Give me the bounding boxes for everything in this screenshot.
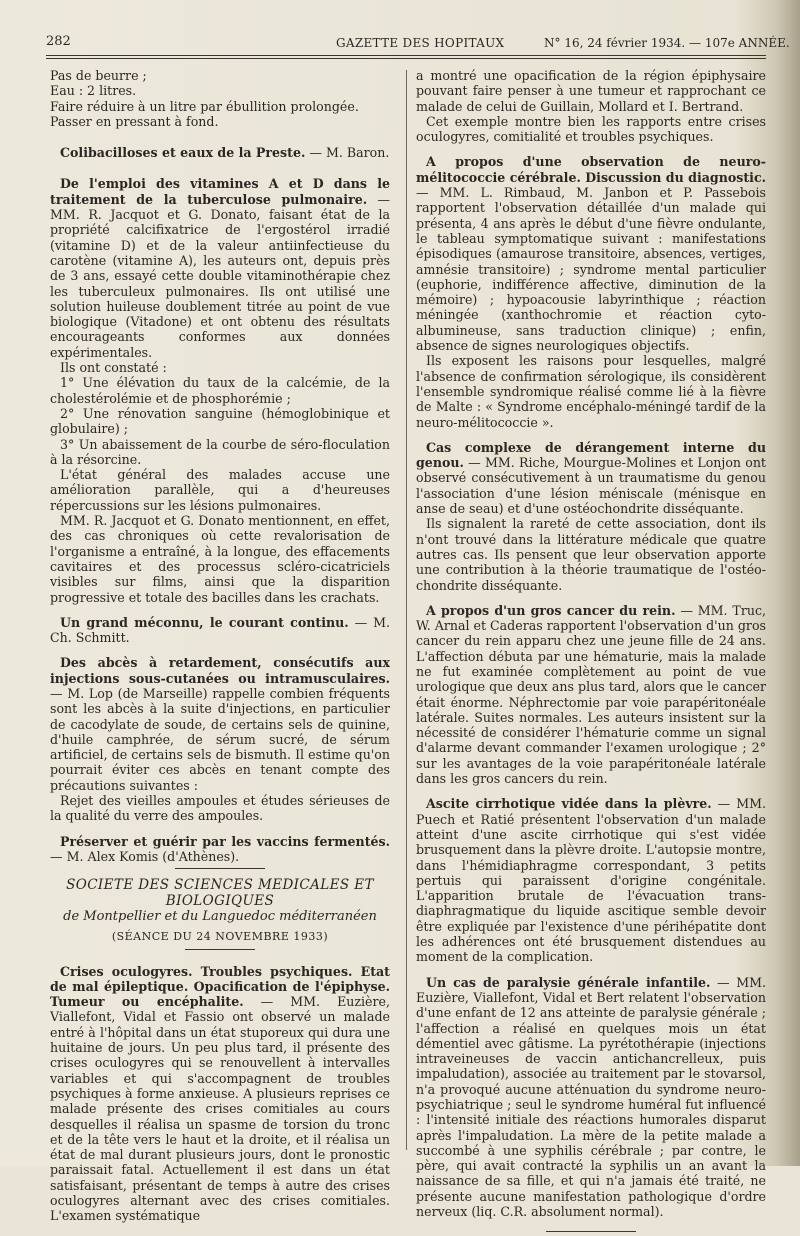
article-title: De l'emploi des vitamines A et D dans le traitement de la tuberculose pulmonaire. [50,176,390,207]
paragraph: 3° Un abaissement de la courbe de séro-floculation à la résorcine. [50,436,390,467]
article-title: Des abcès à retardement, consécutifs aux injections sous-cutanées ou intramusculaires. [50,655,390,686]
article-grand-meconnu [50,615,390,646]
paragraph: Ils signalent la rareté de cette association, dont ils n'ont trouvé dans la littérature médicale que quatre autres cas. Ils pensent que leur observation apporte une contribution à la théorie traumatique de l'ostéo-chondrite disséquante. [416,516,766,593]
paragraph: Cet exemple montre bien les rapports entre crises oculogyres, comitialité et troubles psychiques. [416,113,766,145]
recipe-line: Faire réduire à un litre par ébullition prolongée. [50,98,359,114]
paragraph: 1° Une élévation du taux de la calcémie, de la cholestérolémie et de phosphorémie ; [50,375,390,406]
recipe-line: Eau : 2 litres. [50,83,137,99]
article-title: Préserver et guérir par les vaccins fermentés. [60,833,390,849]
section-rule [185,949,255,950]
article-title: Cas complexe de dérangement interne du genou. [416,439,766,471]
article-ascite [416,796,766,964]
paragraph: Rejet des vieilles ampoules et études sérieuses de la qualité du verre des ampoules. [50,793,390,824]
article-colibacilloses [50,145,390,160]
article-vitamines [50,176,390,360]
header-rule [46,55,766,56]
paragraph: 2° Une rénovation sanguine (hémoglobinique et globulaire) ; [50,405,390,437]
article-body: — MM. L. Rimbaud, M. Janbon et P. Passebois rapportent l'observation détaillée d'un malade qui présenta, 4 ans après le début d'une fièvre ondulante, le tableau symptomatique suivant : manifestations épisodiques (amaurose transitoire, absences, vertiges, amnésie transitoire) ; syndrome mental particulier (euphorie, indifférence affective, diminution de la mémoire) ; hypoacousie labyrinthique ; réaction méningée (xanthochromie et réaction cyto-albumineuse, sans traduction clinique) ; enfin, absence de signes neurologiques objectifs. [416,185,766,354]
article-title: A propos d'une observation de neuro-mélitococcie cérébrale. Discussion du diagnostic. [416,154,766,185]
recipe-line: Passer en pressant à fond. [50,113,219,129]
section-rule [546,1231,636,1232]
society-subheading: de Montpellier et du Languedoc méditerranéen [63,909,377,925]
paragraph: L'état général des malades accuse une amélioration parallèle, qui a d'heureuses répercussions sur les lésions pulmonaires. [50,467,390,513]
article-body: — MM. Truc, W. Arnal et Caderas rapportent l'observation d'un gros cancer du rein apparu chez une jeune fille de 24 ans. L'affection débuta par une hématurie, mais la malade ne fut examinée complètement au point de vue urologique que deux ans plus tard, alors que le cancer était énorme. Néphrectomie par voie parapéritonéale latérale. Suites normales. Les auteurs insistent sur la nécessité de considérer l'hématurie comme un signal d'alarme devant commander l'examen urologique ; 2° sur les avantages de la voie parapéritonéale latérale dans les gros cancers du rein. [416,602,767,787]
article-title: Colibacilloses et eaux de la Preste. [60,145,306,161]
right-column [416,68,766,1236]
article-body: — M. Lop (de Marseille) rappelle combien fréquents sont les abcès à la suite d'injections, en particulier de cacodylate de soude, de certains sels de quinine, d'huile camphrée, de sérum sucré, de sérum artificiel, de certains sels de bismuth. Il estime qu'on pourrait éviter ces abcès en tenant compte des précautions suivantes : [50,685,390,793]
section-rule [175,868,265,869]
session-date: (SÉANCE DU 24 NOVEMBRE 1933) [111,930,329,944]
journal-title: GAZETTE DES HOPITAUX [336,36,505,50]
paragraph: a montré une opacification de la région épiphysaire pouvant faire penser à une tumeur et rapprochant ce malade de celui de Guillain, Mollard et I. Bertrand. [416,68,766,114]
article-authors: — M. Ch. Schmitt. [50,614,391,646]
paragraph: MM. R. Jacquot et G. Donato mentionnent, en effet, des cas chroniques où cette revalorisation de l'organisme a entraîné, à la longue, des effacements cavitaires et des processus scléro-cicatriciels visibles sur films, ainsi que la disparition progressive et totale des bacilles dans les crachats. [50,513,390,605]
paragraph: Ils exposent les raisons pour lesquelles, malgré l'absence de confirmation sérologique, ils considèrent l'ensemble syndromique réalisé comme lié à la fièvre de Malte : « Syndrome encéphalo-méningé tardif de la neuro-mélitococcie ». [416,353,766,430]
article-authors: — M. Baron. [305,145,390,161]
article-authors: — M. Alex Komis (d'Athènes). [50,848,240,864]
article-body: — MM. Puech et Ratié présentent l'observation d'un malade atteint d'une ascite cirrhotique qui s'est vidée brusquement dans la plèvre droite. L'autopsie montre, dans l'hémidiaphragme correspondant, 3 petits pertuis qui paraissent d'origine congénitale. L'apparition brutale de l'évacuation trans-diaphragmatique du liquide ascitique semble devoir être expliquée par l'existence d'une périhépatite dont les adhérences ont été brusquement distendues au moment de la complication. [416,796,766,965]
header-rule-double [46,58,766,59]
article-body: — MM. Euzière, Viallefont, Vidal et Fassio ont observé un malade entré à l'hôpital dans un état stuporeux qui dura une huitaine de jours. Un peu plus tard, il présente des crises oculogyres qui se renouvellent à intervalles variables et qui s'accompagnent de troubles psychiques à forme anxieuse. A plusieurs reprises ce malade présente des crises comitiales au cours desquelles il réalisa un spasme de torsion du tronc et de la tête vers le haut et la droite, et il réalisa un état de mal durant plusieurs jours, dont le pronostic paraissait fatal. Actuellement il est dans un état satisfaisant, présentant de temps à autre des crises oculogyres alternant avec des crises comitiales. L'examen systématique [50,994,390,1224]
article-title: Ascite cirrhotique vidée dans la plèvre. [426,796,712,812]
article-rein [416,603,766,787]
article-title: Un grand méconnu, le courant continu. [60,614,349,630]
article-abces [50,655,390,793]
article-title: Un cas de paralysie générale infantile. [426,974,711,990]
article-paralysie [416,975,766,1220]
article-body: — MM. Euzière, Viallefont, Vidal et Bert relatent l'observation d'une enfant de 12 ans atteinte de paralysie générale ; l'affection a réalisé en quelques mois un état démentiel avec gâtisme. La pyrétothérapie (injections intraveineuses de vaccin antichancrelleux, puis impaludation), associée au traitement par le stovarsol, n'a provoqué aucune atténuation du syndrome neuro-psychiatrique ; seul le syndrome huméral fut influencé : l'intensité initiale des réactions humorales disparut après l'impaludation. La mère de la petite malade a succombé à une syphilis cérébrale ; par contre, le père, qui avait contracté la syphilis un an avant la naissance de sa fille, et qui n'a jamais été traité, ne présente aucune manifestation pathologique d'ordre nerveux (liq. C.R. absolument normal). [416,974,766,1220]
column-divider [406,70,407,1150]
article-vaccins [50,834,390,865]
recipe-line: Pas de beurre ; [50,68,147,83]
article-neuro-melitococcie [416,154,766,353]
article-body: — MM. R. Jacquot et G. Donato, faisant état de la propriété calcifixatrice de l'ergostérol irradié (vitamine D) et de la valeur antiinfectieuse du carotène (vitamine A), les auteurs ont, depuis près de 3 ans, essayé cette double vitaminothérapie chez les tuberculeux pulmonaires. Ils ont utilisé une solution huileuse doublement titrée au point de vue biologique (Vitadone) et ont obtenu des résultats encourageants conformes aux données expérimentales. [50,191,390,360]
article-title: A propos d'un gros cancer du rein. [426,602,676,618]
page-number: 282 [46,34,71,49]
issue-info: N° 16, 24 février 1934. — 107e ANNÉE. [544,36,790,50]
article-body: — MM. Riche, Mourgue-Molines et Lonjon ont observé consécutivement à un traumatisme du genou l'association d'une lésion méniscale (ménisque en anse de seau) et d'une ostéochondrite disséquante. [416,455,766,517]
article-title: Crises oculogyres. Troubles psychiques. Etat de mal épileptique. Opacification de l'épiphyse. Tumeur ou encéphalite. [50,963,390,1010]
article-crises [50,964,390,1224]
article-genou [416,440,766,516]
paragraph: Ils ont constaté : [60,360,167,376]
society-heading: SOCIETE DES SCIENCES MEDICALES ET BIOLOGIQUES [66,877,374,910]
running-header [46,34,790,54]
left-column [50,68,390,1224]
